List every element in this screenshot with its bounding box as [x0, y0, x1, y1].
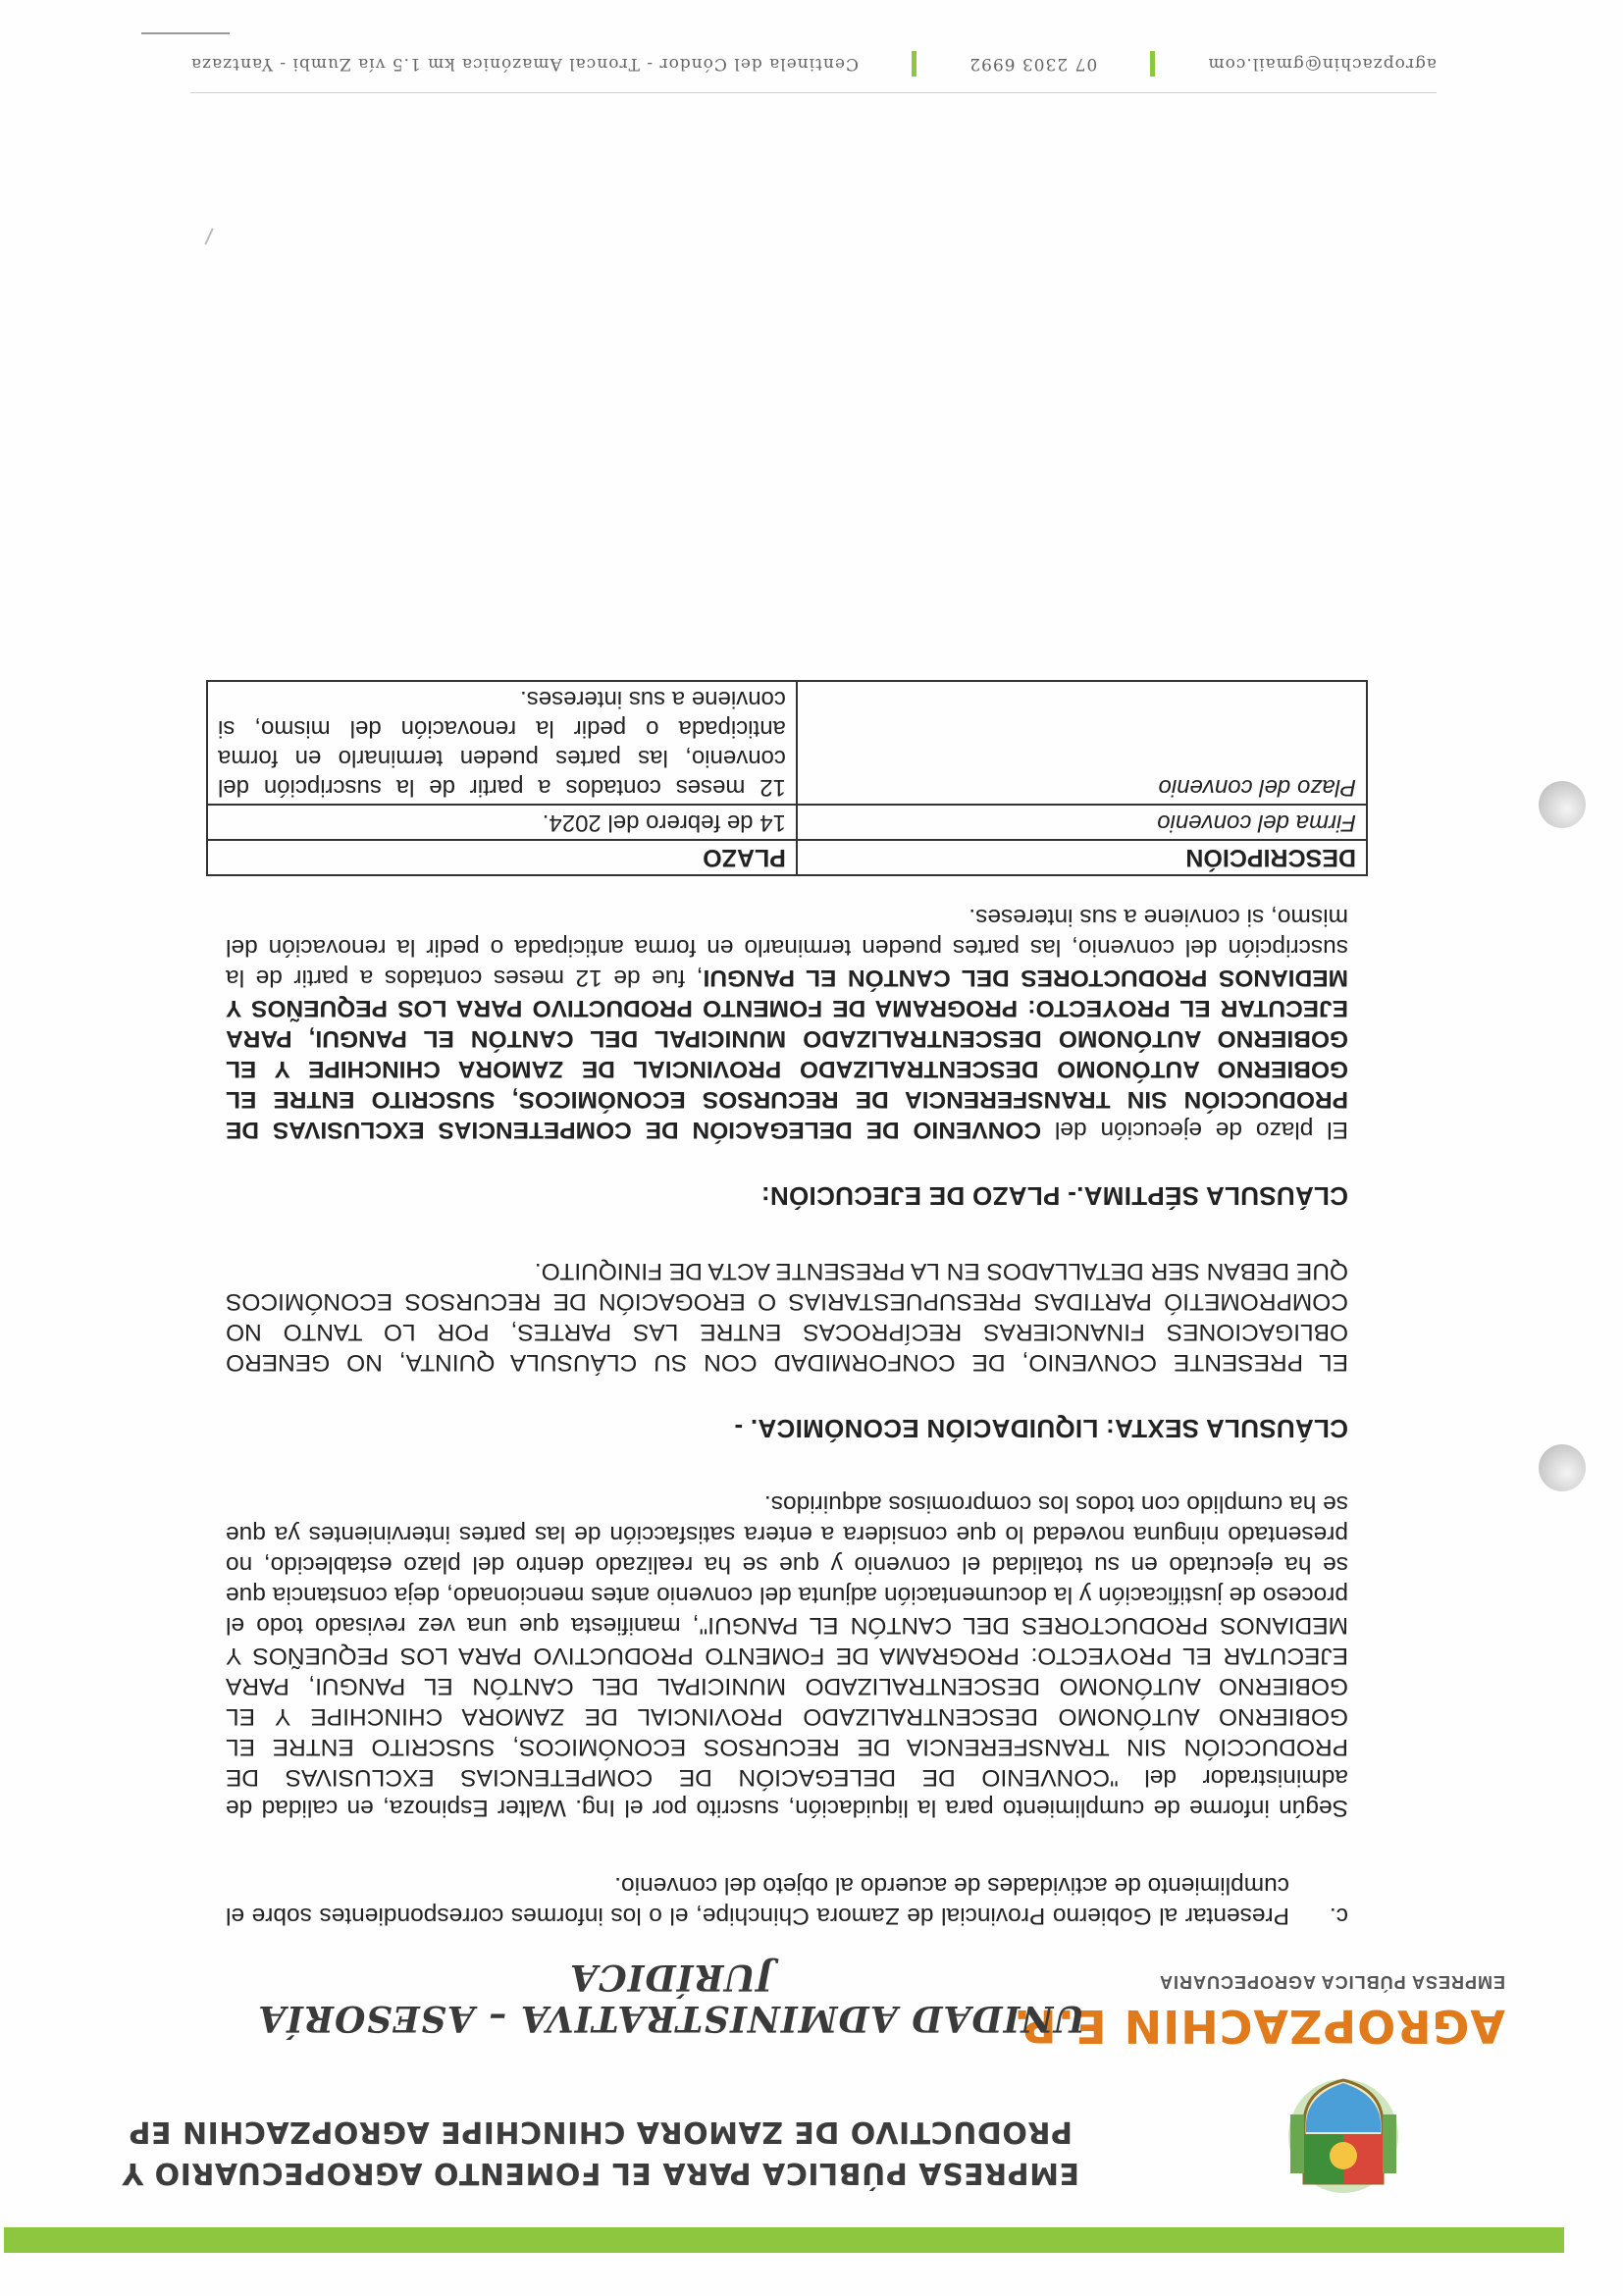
brand-name: AGROPZACHIN E.P.	[1012, 2000, 1505, 2053]
table-cell: 14 de febrero del 2024.	[207, 805, 797, 840]
scan-mark	[141, 32, 230, 34]
list-item-label: c.	[1329, 1903, 1348, 1929]
footer-separator	[1150, 51, 1155, 77]
clause-six-title: CLÁUSULA SEXTA: LIQUIDACIÓN ECONÓMICA. -	[734, 1414, 1348, 1443]
agreement-name: CONVENIO DE DELEGACIÓN DE COMPETENCIAS EXCLUSIVAS DE PRODUCCIÓN SIN TRANSFERENCIA DE RECURSOS ECONÓMICOS, SUSCRITO ENTRE EL GOBIERNO AUTÓNOMO DESCENTRALIZADO PROVINCIAL DE ZAMORA CHINCHIPE Y EL GOBIERNO AUTÓNOMO DESCENTRALIZADO MUNICIPAL DEL CANTÓN EL PANGUI, PARA EJECUTAR EL PROYECTO: PROGRAMA DE FOMENTO PRODUCTIVO PARA LOS PEQUEÑOS Y MEDIANOS PRODUCTORES DEL CANTÓN EL PANGUI	[226, 1612, 1348, 1791]
column-header-term: PLAZO	[207, 840, 797, 875]
table-cell: Plazo del convenio	[797, 681, 1367, 805]
compliance-paragraph	[226, 1488, 1348, 1823]
agropzachin-shield-logo	[1284, 2075, 1402, 2203]
footer-separator	[912, 51, 916, 77]
unit-title: UNIDAD ADMINISTRATIVA – ASESORÍA JURÍDICA	[257, 1957, 1085, 2039]
clause-seven-intro: El plazo de ejecución del	[1041, 1117, 1348, 1143]
list-item-text: Presentar al Gobierno Provincial de Zamora Chinchipe, el o los informes correspondientes sobre el cumplimiento de actividades de acuerdo al objeto del convenio.	[226, 1872, 1289, 1929]
footer-email: agropzachin@gmail.com	[1207, 54, 1437, 74]
institution-title-line2: PRODUCTIVO DE ZAMORA CHINCHIPE AGROPZACHIN EP	[129, 2114, 1073, 2149]
clause-six-text: EL PRESENTE CONVENIO, DE CONFORMIDAD CON SU CLÁUSULA QUINTA, NO GENERO OBLIGACIONES FINANCIERAS RECÍPROCAS ENTRE LAS PARTES, POR LO TANTO NO COMPROMETIÓ PARTIDAS PRESUPUESTARIAS O EROGACIÓN DE RECURSOS ECONÓMICOS QUE DEBAN SER DETALLADOS EN LA PRESENTE ACTA DE FINIQUITO.	[226, 1258, 1348, 1376]
footer	[190, 51, 1437, 77]
institution-title	[51, 2111, 1150, 2193]
paragraph-intro: Según informe de cumplimiento para la liquidación, suscrito por el Ing. Walter Espinoza, en calidad de administrador del "	[226, 1764, 1348, 1821]
table-row	[207, 681, 1367, 805]
column-header-description: DESCRIPCIÓN	[797, 840, 1367, 875]
table-header-row	[207, 840, 1367, 875]
brand-subtitle: EMPRESA PÚBLICA AGROPECUARIA	[1158, 1972, 1505, 1992]
list-item-c	[226, 1870, 1348, 1931]
footer-divider	[190, 92, 1437, 93]
clause-seven-title: CLÁUSULA SÉPTIMA.- PLAZO DE EJECUCIÓN:	[760, 1181, 1348, 1211]
term-table	[206, 680, 1368, 876]
clause-seven-rest: , fue de 12 meses contados a partir de la suscripción del convenio, las partes pueden terminarlo en forma anticipada o pedir la renovación del mismo, si conviene a sus intereses.	[226, 904, 1348, 991]
table-cell: 12 meses contados a partir de la suscripción del convenio, las partes pueden terminarlo en forma anticipada o pedir la renovación del mismo, si conviene a sus intereses.	[207, 681, 797, 805]
table-cell: Firma del convenio	[797, 805, 1367, 840]
table-row	[207, 805, 1367, 840]
clause-seven-text	[226, 902, 1348, 1145]
agreement-name-bold: CONVENIO DE DELEGACIÓN DE COMPETENCIAS EXCLUSIVAS DE PRODUCCIÓN SIN TRANSFERENCIA DE RECURSOS ECONÓMICOS, SUSCRITO ENTRE EL GOBIERNO AUTÓNOMO DESCENTRALIZADO PROVINCIAL DE ZAMORA CHINCHIPE Y EL GOBIERNO AUTÓNOMO DESCENTRALIZADO MUNICIPAL DEL CANTÓN EL PANGUI, PARA EJECUTAR EL PROYECTO: PROGRAMA DE FOMENTO PRODUCTIVO PARA LOS PEQUEÑOS Y MEDIANOS PRODUCTORES DEL CANTÓN EL PANGUI	[226, 965, 1348, 1143]
footer-address: Centinela del Cóndor - Troncal Amazónica km 1.5 vía Zumbi - Yantzaza	[190, 54, 859, 74]
pen-mark	[204, 228, 213, 244]
punch-hole	[1539, 1444, 1586, 1491]
punch-hole	[1539, 781, 1586, 828]
paragraph-rest: ", manifiesta que una vez revisado todo el proceso de justificación y la documentación adjunta del convenio antes mencionado, deja constancia que se ha ejecutado en su totalidad el convenio y que se ha realizado dentro del plazo establecido, no presentado ninguna novedad lo que considera a entera satisfacción de las partes intervinientes ya que se ha cumplido con todos los compromisos adquiridos.	[226, 1490, 1348, 1639]
document-body	[218, 680, 1356, 1931]
header-green-bar	[4, 2227, 1564, 2253]
institution-title-line1: EMPRESA PÚBLICA PARA EL FOMENTO AGROPECUARIO Y	[121, 2156, 1080, 2190]
footer-phone: 07 2303 6992	[969, 54, 1098, 74]
